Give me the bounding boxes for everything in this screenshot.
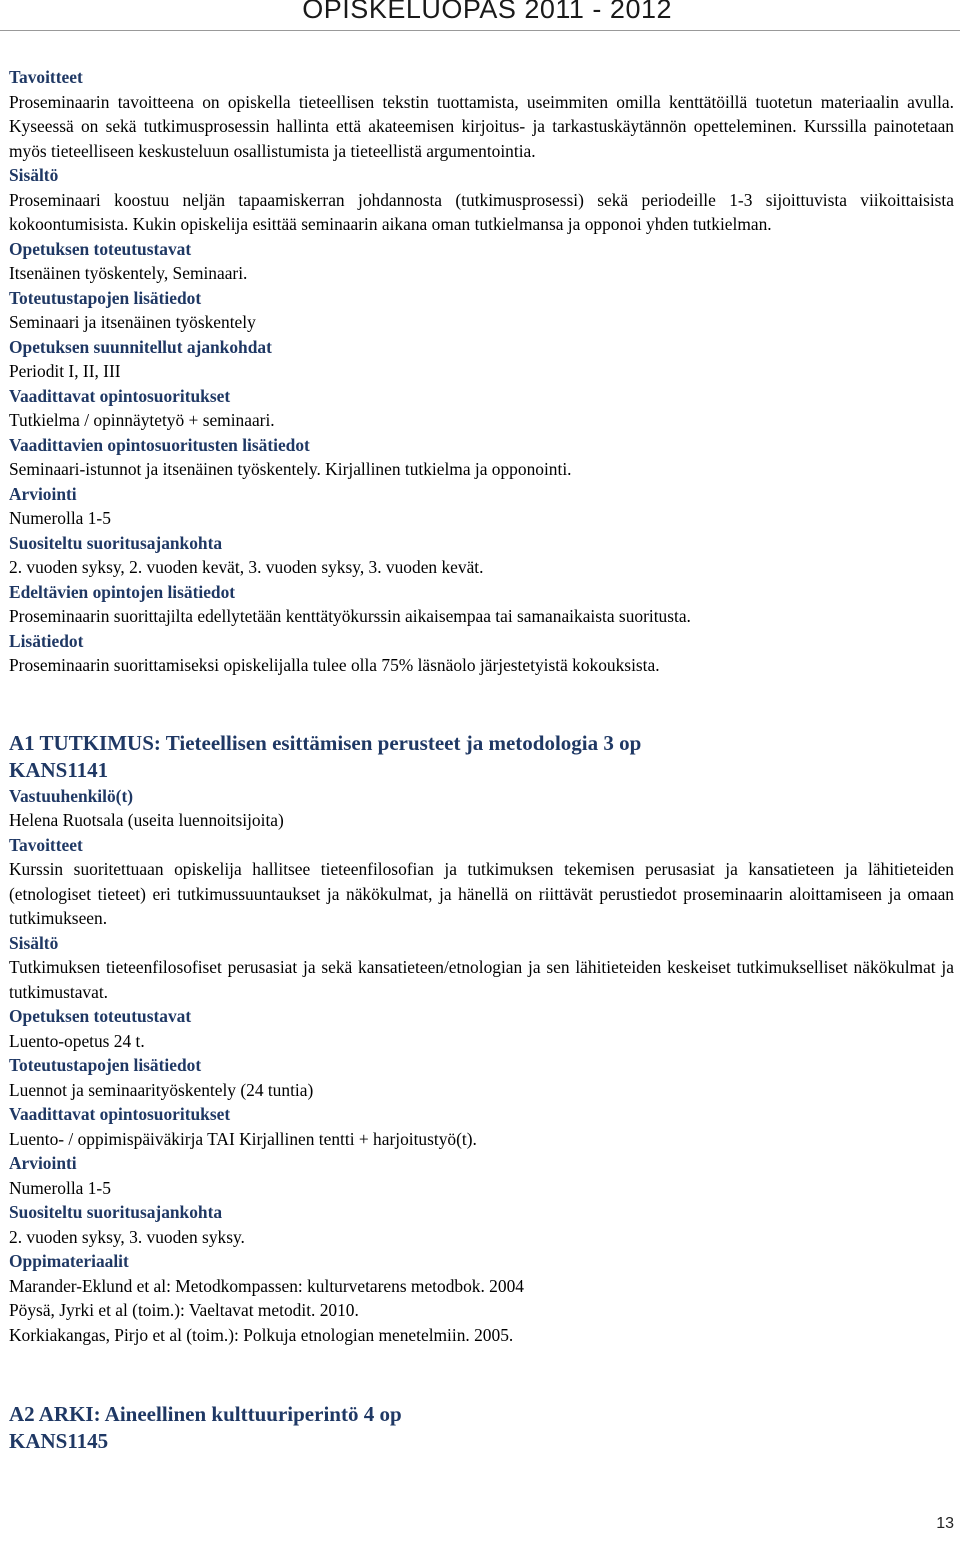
field-label: Lisätiedot xyxy=(9,630,84,651)
field-goals xyxy=(9,833,954,931)
course-code: KANS1145 xyxy=(9,1429,109,1453)
material-item: Marander-Eklund et al: Metodkompassen: kulturvetarens metodbok. 2004 xyxy=(9,1275,524,1296)
field-recommended-timing xyxy=(9,1200,954,1249)
field-label: Vaadittavat opintosuoritukset xyxy=(9,385,231,406)
field-text: Seminaari ja itsenäinen työskentely xyxy=(9,312,256,332)
field-text: Seminaari-istunnot ja itsenäinen työskentely. Kirjallinen tutkielma ja opponointi. xyxy=(9,459,572,479)
field-assessment xyxy=(9,1151,954,1200)
field-label: Suositeltu suoritusajankohta xyxy=(9,532,223,553)
section-spacer xyxy=(9,678,954,730)
field-text: Numerolla 1-5 xyxy=(9,508,111,528)
course-a2-section xyxy=(9,1401,954,1455)
field-text: Tutkimuksen tieteenfilosofiset perusasiat ja sekä kansatieteen/etnologian ja sen lähitieteiden keskeiset tutkimukselliset näkökulmat ja tutkimustavat. xyxy=(9,957,954,1002)
field-materials xyxy=(9,1249,954,1347)
field-text: Itsenäinen työskentely, Seminaari. xyxy=(9,263,248,283)
course-title: A2 ARKI: Aineellinen kulttuuriperintö 4 op xyxy=(9,1402,402,1426)
field-content xyxy=(9,931,954,1005)
field-content xyxy=(9,163,954,237)
field-label: Toteutustapojen lisätiedot xyxy=(9,287,202,308)
field-recommended-timing xyxy=(9,531,954,580)
field-label: Vaadittavat opintosuoritukset xyxy=(9,1104,231,1124)
field-text: Tutkielma / opinnäytetyö + seminaari. xyxy=(9,410,275,430)
field-text: Luento-opetus 24 t. xyxy=(9,1030,145,1051)
material-item: Pöysä, Jyrki et al (toim.): Vaeltavat metodit. 2010. xyxy=(9,1300,359,1320)
field-label: Arviointi xyxy=(9,483,77,504)
field-label: Opetuksen toteutustavat xyxy=(9,1006,192,1026)
field-text: Periodit I, II, III xyxy=(9,361,121,381)
field-label: Sisältö xyxy=(9,932,59,953)
guide-header-title: OPISKELUOPAS 2011 - 2012 xyxy=(302,0,672,24)
field-teaching-methods xyxy=(9,1004,954,1053)
field-teaching-methods xyxy=(9,237,954,286)
field-additional-info xyxy=(9,629,954,678)
page-number: 13 xyxy=(936,1515,954,1532)
field-text: Luento- / oppimispäiväkirja TAI Kirjallinen tentti + harjoitustyö(t). xyxy=(9,1128,477,1149)
field-label: Opetuksen suunnitellut ajankohdat xyxy=(9,336,272,357)
field-label: Vaadittavien opintosuoritusten lisätiedot xyxy=(9,434,310,455)
field-method-details xyxy=(9,1053,954,1102)
field-text: Luennot ja seminaarityöskentely (24 tuntia) xyxy=(9,1079,314,1100)
field-required-work xyxy=(9,384,954,433)
field-text: 2. vuoden syksy, 2. vuoden kevät, 3. vuoden syksy, 3. vuoden kevät. xyxy=(9,557,484,577)
field-text: Helena Ruotsala (useita luennoitsijoita) xyxy=(9,810,284,830)
field-label: Tavoitteet xyxy=(9,67,83,87)
field-required-work xyxy=(9,1102,954,1151)
field-label: Arviointi xyxy=(9,1153,77,1173)
field-label: Tavoitteet xyxy=(9,834,83,855)
field-label: Toteutustapojen lisätiedot xyxy=(9,1055,202,1075)
course-code: KANS1141 xyxy=(9,757,109,782)
field-prerequisites xyxy=(9,580,954,629)
field-planned-periods xyxy=(9,335,954,384)
field-method-details xyxy=(9,286,954,335)
field-label: Opetuksen toteutustavat xyxy=(9,238,192,259)
previous-course-section xyxy=(9,65,954,678)
field-goals xyxy=(9,65,954,163)
field-label: Oppimateriaalit xyxy=(9,1251,129,1271)
header-divider xyxy=(0,30,960,31)
field-text: Proseminaari koostuu neljän tapaamiskerran johdannosta (tutkimusprosessi) sekä periodeille 1-3 sijoittuvista viikoittaisista kokoontumisista. Kukin opiskelija esittää seminaarin aikana oman tutkielmansa ja opponoi yhden tutkielman. xyxy=(9,189,954,234)
field-label: Sisältö xyxy=(9,165,59,185)
field-text: 2. vuoden syksy, 3. vuoden syksy. xyxy=(9,1226,245,1247)
material-item: Korkiakangas, Pirjo et al (toim.): Polkuja etnologian menetelmiin. 2005. xyxy=(9,1324,514,1345)
field-text: Proseminaarin tavoitteena on opiskella tieteellisen tekstin tuottamista, useimmiten omilla kenttätöillä tuotetun materiaalin avulla. Kyseessä on sekä tutkimusprosessin hallinta että akateemisen kirjoitus- ja tarkastuskäytännön opetteleminen. Kurssilla painotetaan myös tieteelliseen keskusteluun osallistumista ja tieteellistä argumentointia. xyxy=(9,91,954,161)
course-title: A1 TUTKIMUS: Tieteellisen esittämisen perusteet ja metodologia 3 op xyxy=(9,730,642,755)
field-text: Proseminaarin suorittamiseksi opiskelijalla tulee olla 75% läsnäolo järjestetyistä kokouksista. xyxy=(9,655,660,675)
field-text: Numerolla 1-5 xyxy=(9,1177,111,1198)
field-assessment xyxy=(9,482,954,531)
field-label: Suositeltu suoritusajankohta xyxy=(9,1202,223,1222)
field-label: Vastuuhenkilö(t) xyxy=(9,785,134,806)
field-label: Edeltävien opintojen lisätiedot xyxy=(9,581,236,602)
course-a1-section xyxy=(9,730,954,1348)
field-required-work-details xyxy=(9,433,954,482)
field-text: Proseminaarin suorittajilta edellytetään kenttätyökurssin aikaisempaa tai samanaikaista suoritusta. xyxy=(9,606,691,626)
document-body xyxy=(9,65,954,1455)
field-responsible xyxy=(9,784,954,833)
field-text: Kurssin suoritettuaan opiskelija hallitsee tieteenfilosofian ja tutkimuksen tekemisen perusasiat ja kansatieteen ja lähitieteiden (etnologiset tieteet) eri tutkimussuuntaukset ja näkökulmat, ja hänellä on riittävät perustiedot proseminaarin aloittamiseen ja omaan tutkimukseen. xyxy=(9,859,954,928)
section-spacer xyxy=(9,1347,954,1401)
